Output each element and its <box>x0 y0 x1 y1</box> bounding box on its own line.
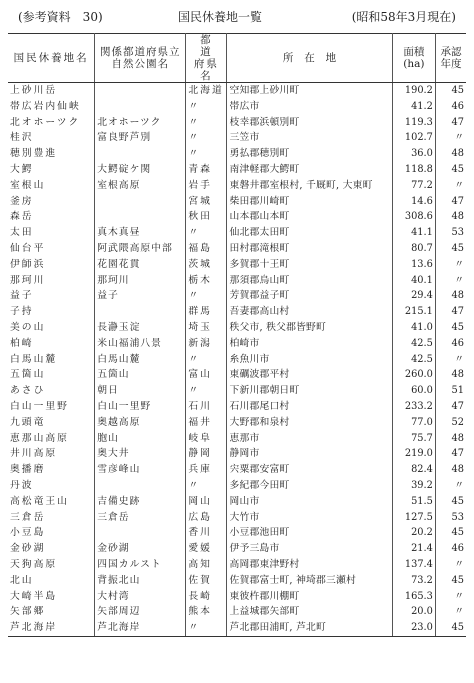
cell-park: 真木真昼 <box>95 225 186 241</box>
cell-name: 室根山 <box>8 178 95 194</box>
cell-pref: 〃 <box>186 383 227 399</box>
cell-park <box>95 194 186 210</box>
cell-name: 天狗高原 <box>8 557 95 573</box>
reference-label: (参考資料 30) <box>18 10 103 24</box>
cell-location: 東礪波郡平村 <box>227 367 392 383</box>
cell-area: 215.1 <box>392 304 435 320</box>
cell-park <box>95 209 186 225</box>
cell-location: 勇払郡穂別町 <box>227 146 392 162</box>
table-header-row <box>8 34 466 83</box>
cell-park: 背振北山 <box>95 573 186 589</box>
cell-name: 子持 <box>8 304 95 320</box>
cell-name: 大崎半島 <box>8 589 95 605</box>
cell-area: 80.7 <box>392 241 435 257</box>
table-row <box>8 415 466 431</box>
cell-year: 〃 <box>454 274 464 286</box>
cell-pref: 佐賀 <box>186 573 227 589</box>
cell-park <box>95 146 186 162</box>
cell-pref: 群馬 <box>186 304 227 320</box>
header-year-line2: 年度 <box>440 58 462 70</box>
cell-location: 大竹市 <box>227 510 392 526</box>
cell-name: 芦北海岸 <box>8 620 95 636</box>
cell-year: 47 <box>451 448 464 460</box>
header-pref-line2: 府県名 <box>193 58 219 82</box>
cell-area: 118.8 <box>392 162 435 178</box>
cell-name: 仙台平 <box>8 241 95 257</box>
cell-year: 〃 <box>454 132 464 144</box>
header-year-line1: 承認 <box>440 46 462 58</box>
cell-name: 美の山 <box>8 320 95 336</box>
cell-park <box>95 83 186 99</box>
cell-pref: 富山 <box>186 367 227 383</box>
table-row <box>8 146 466 162</box>
cell-location: 山本郡山本町 <box>227 209 392 225</box>
cell-area: 165.3 <box>392 589 435 605</box>
cell-year: 48 <box>451 464 464 476</box>
cell-year: 〃 <box>454 258 464 270</box>
header-location: 所 在 地 <box>227 34 392 83</box>
cell-location: 多紀郡今田町 <box>227 478 392 494</box>
table-row <box>8 130 466 146</box>
cell-name: 九頭竜 <box>8 415 95 431</box>
cell-park <box>95 478 186 494</box>
cell-name: 伊師浜 <box>8 257 95 273</box>
cell-park: 金砂湖 <box>95 541 186 557</box>
cell-location: 田村郡滝根町 <box>227 241 392 257</box>
table-row <box>8 383 466 399</box>
page-title: 国民休養地一覧 <box>178 10 263 24</box>
cell-name: 小豆島 <box>8 525 95 541</box>
cell-pref: 栃木 <box>186 273 227 289</box>
table-row <box>8 604 466 620</box>
cell-location: 宍粟郡安富町 <box>227 462 392 478</box>
cell-location: 岡山市 <box>227 494 392 510</box>
cell-pref: 福井 <box>186 415 227 431</box>
cell-pref: 宮城 <box>186 194 227 210</box>
cell-park: 室根高原 <box>95 178 186 194</box>
cell-park: 芦北海岸 <box>95 620 186 636</box>
cell-year: 48 <box>451 211 464 223</box>
table-row <box>8 257 466 273</box>
cell-name: 帯広岩内仙峡 <box>8 99 95 115</box>
cell-area: 73.2 <box>392 573 435 589</box>
cell-park: 吉備史跡 <box>95 494 186 510</box>
cell-name: 井川高原 <box>8 446 95 462</box>
cell-name: 穂別豊進 <box>8 146 95 162</box>
table-row <box>8 352 466 368</box>
cell-area: 82.4 <box>392 462 435 478</box>
cell-pref: 静岡 <box>186 446 227 462</box>
cell-pref: 香川 <box>186 525 227 541</box>
table-row <box>8 99 466 115</box>
cell-location: 伊予三島市 <box>227 541 392 557</box>
header-pref-line1: 都 道 <box>200 34 226 58</box>
cell-pref: 秋田 <box>186 209 227 225</box>
cell-location: 柏崎市 <box>227 336 392 352</box>
cell-area: 127.5 <box>392 510 435 526</box>
cell-pref: 〃 <box>186 352 227 368</box>
cell-park: 三倉岳 <box>95 510 186 526</box>
cell-area: 42.5 <box>392 352 435 368</box>
cell-name: 白馬山麓 <box>8 352 95 368</box>
cell-year: 45 <box>451 163 464 175</box>
cell-pref: 〃 <box>186 288 227 304</box>
cell-area: 21.4 <box>392 541 435 557</box>
cell-name: 北山 <box>8 573 95 589</box>
cell-name: 上砂川岳 <box>8 83 95 99</box>
cell-year: 〃 <box>454 558 464 570</box>
cell-area: 20.2 <box>392 525 435 541</box>
cell-year: 45 <box>451 495 464 507</box>
header-pref <box>186 34 227 83</box>
table-row <box>8 462 466 478</box>
cell-name: 白山一里野 <box>8 399 95 415</box>
cell-year: 48 <box>451 369 464 381</box>
header-park <box>95 34 186 83</box>
cell-location: 帯広市 <box>227 99 392 115</box>
cell-area: 23.0 <box>392 620 435 636</box>
table-row <box>8 431 466 447</box>
cell-pref: 〃 <box>186 620 227 636</box>
cell-location: 芳賀郡益子町 <box>227 288 392 304</box>
cell-pref: 愛媛 <box>186 541 227 557</box>
cell-park <box>95 304 186 320</box>
cell-year: 53 <box>451 227 464 239</box>
cell-park: 益子 <box>95 288 186 304</box>
cell-area: 29.4 <box>392 288 435 304</box>
cell-area: 13.6 <box>392 257 435 273</box>
date-note: (昭和58年3月現在) <box>351 10 456 24</box>
cell-name: 桂沢 <box>8 130 95 146</box>
table-row <box>8 209 466 225</box>
cell-park: 四国カルスト <box>95 557 186 573</box>
table-row <box>8 162 466 178</box>
cell-area: 75.7 <box>392 431 435 447</box>
cell-area: 60.0 <box>392 383 435 399</box>
cell-year: 〃 <box>454 590 464 602</box>
cell-area: 119.3 <box>392 115 435 131</box>
table-row <box>8 178 466 194</box>
cell-location: 吾妻郡高山村 <box>227 304 392 320</box>
cell-area: 42.5 <box>392 336 435 352</box>
cell-park: 長瀞玉淀 <box>95 320 186 336</box>
header-park-line1: 関係都道府県立 <box>100 46 181 58</box>
header-area <box>392 34 435 83</box>
cell-area: 77.0 <box>392 415 435 431</box>
cell-location: 東磐井郡室根村, 千厩町, 大東町 <box>227 178 392 194</box>
cell-location: 小豆郡池田町 <box>227 525 392 541</box>
cell-location: 芦北郡田浦町, 芦北町 <box>227 620 392 636</box>
cell-park: 朝日 <box>95 383 186 399</box>
cell-park: 五箇山 <box>95 367 186 383</box>
table-row <box>8 225 466 241</box>
cell-name: 奥播磨 <box>8 462 95 478</box>
table-row <box>8 589 466 605</box>
cell-name: 丹波 <box>8 478 95 494</box>
table-row <box>8 115 466 131</box>
cell-name: 恵那山高原 <box>8 431 95 447</box>
cell-area: 14.6 <box>392 194 435 210</box>
table-row <box>8 304 466 320</box>
cell-year: 45 <box>435 620 466 636</box>
cell-park: 白馬山麓 <box>95 352 186 368</box>
cell-name: 釜房 <box>8 194 95 210</box>
table-row <box>8 446 466 462</box>
cell-year: 48 <box>451 290 464 302</box>
cell-name: 柏崎 <box>8 336 95 352</box>
table-row <box>8 557 466 573</box>
cell-location: 那須郡烏山町 <box>227 273 392 289</box>
cell-year: 46 <box>451 100 464 112</box>
cell-pref: 〃 <box>186 130 227 146</box>
cell-area: 20.0 <box>392 604 435 620</box>
cell-pref: 岡山 <box>186 494 227 510</box>
cell-year: 48 <box>451 148 464 160</box>
cell-park: 花園花貫 <box>95 257 186 273</box>
cell-pref: 青森 <box>186 162 227 178</box>
cell-pref: 福島 <box>186 241 227 257</box>
cell-year: 47 <box>451 400 464 412</box>
cell-name: 那珂川 <box>8 273 95 289</box>
table-row <box>8 367 466 383</box>
cell-area: 39.2 <box>392 478 435 494</box>
cell-name: 森岳 <box>8 209 95 225</box>
cell-pref: 長崎 <box>186 589 227 605</box>
cell-year: 46 <box>451 543 464 555</box>
cell-park: 富良野芦別 <box>95 130 186 146</box>
cell-location: 空知郡上砂川町 <box>227 83 392 99</box>
cell-park: 阿武隈高原中部 <box>95 241 186 257</box>
cell-pref: 兵庫 <box>186 462 227 478</box>
cell-name: 金砂湖 <box>8 541 95 557</box>
cell-pref: 〃 <box>186 146 227 162</box>
table-row <box>8 525 466 541</box>
cell-location: 石川郡尾口村 <box>227 399 392 415</box>
table-row <box>8 241 466 257</box>
header-name: 国民休養地名 <box>8 34 95 83</box>
cell-year: 47 <box>451 195 464 207</box>
cell-area: 41.1 <box>392 225 435 241</box>
cell-name: 五箇山 <box>8 367 95 383</box>
table-row <box>8 510 466 526</box>
cell-year: 53 <box>451 511 464 523</box>
cell-year: 〃 <box>454 479 464 491</box>
document-title-bar <box>0 0 474 30</box>
cell-park: 北オホーツク <box>95 115 186 131</box>
cell-area: 36.0 <box>392 146 435 162</box>
cell-name: 益子 <box>8 288 95 304</box>
table-row <box>8 478 466 494</box>
cell-area: 137.4 <box>392 557 435 573</box>
cell-year: 45 <box>451 321 464 333</box>
cell-park: 雪彦峰山 <box>95 462 186 478</box>
header-area-line2: (ha) <box>403 58 425 70</box>
cell-area: 77.2 <box>392 178 435 194</box>
cell-year: 47 <box>451 116 464 128</box>
header-area-line1: 面積 <box>403 46 425 58</box>
cell-location: 南津軽郡大鰐町 <box>227 162 392 178</box>
cell-year: 〃 <box>454 606 464 618</box>
table-row <box>8 399 466 415</box>
cell-location: 佐賀郡富士町, 神埼郡三瀬村 <box>227 573 392 589</box>
cell-area: 102.7 <box>392 130 435 146</box>
cell-year: 45 <box>451 574 464 586</box>
cell-year: 48 <box>451 432 464 444</box>
cell-pref: 石川 <box>186 399 227 415</box>
cell-pref: 高知 <box>186 557 227 573</box>
cell-pref: 広島 <box>186 510 227 526</box>
cell-area: 260.0 <box>392 367 435 383</box>
cell-name: 三倉岳 <box>8 510 95 526</box>
table-row <box>8 336 466 352</box>
cell-park: 米山福浦八景 <box>95 336 186 352</box>
cell-park: 矢部周辺 <box>95 604 186 620</box>
table-row <box>8 288 466 304</box>
cell-area: 308.6 <box>392 209 435 225</box>
cell-location: 高岡郡東津野村 <box>227 557 392 573</box>
cell-year: 52 <box>451 416 464 428</box>
cell-park: 奥越高原 <box>95 415 186 431</box>
cell-pref: 〃 <box>186 478 227 494</box>
cell-year: 47 <box>451 306 464 318</box>
cell-name: 北オホーツク <box>8 115 95 131</box>
cell-area: 41.0 <box>392 320 435 336</box>
cell-pref: 茨城 <box>186 257 227 273</box>
table-row <box>8 273 466 289</box>
cell-location: 恵那市 <box>227 431 392 447</box>
cell-year: 〃 <box>454 353 464 365</box>
cell-location: 秩父市, 秩父郡皆野町 <box>227 320 392 336</box>
cell-year: 45 <box>451 85 464 96</box>
cell-park <box>95 525 186 541</box>
table-row <box>8 494 466 510</box>
cell-name: 高松竜王山 <box>8 494 95 510</box>
cell-park: 白山一里野 <box>95 399 186 415</box>
cell-area: 190.2 <box>392 83 435 99</box>
cell-location: 枝幸郡浜頓別町 <box>227 115 392 131</box>
cell-park <box>95 99 186 115</box>
table-row <box>8 320 466 336</box>
cell-year: 〃 <box>454 179 464 191</box>
cell-name: 大鰐 <box>8 162 95 178</box>
table-row <box>8 620 466 636</box>
cell-area: 51.5 <box>392 494 435 510</box>
cell-pref: 熊本 <box>186 604 227 620</box>
cell-name: 矢部郷 <box>8 604 95 620</box>
cell-park: 奥大井 <box>95 446 186 462</box>
cell-location: 糸魚川市 <box>227 352 392 368</box>
cell-location: 静岡市 <box>227 446 392 462</box>
cell-area: 219.0 <box>392 446 435 462</box>
cell-year: 46 <box>451 337 464 349</box>
cell-pref: 新潟 <box>186 336 227 352</box>
cell-pref: 岩手 <box>186 178 227 194</box>
cell-year: 45 <box>451 242 464 254</box>
cell-park: 大村湾 <box>95 589 186 605</box>
header-park-line2: 自然公園名 <box>111 58 170 70</box>
header-year <box>435 34 466 83</box>
table-row <box>8 573 466 589</box>
cell-pref: 岐阜 <box>186 431 227 447</box>
cell-location: 柴田郡川崎町 <box>227 194 392 210</box>
cell-area: 40.1 <box>392 273 435 289</box>
cell-pref: 〃 <box>186 225 227 241</box>
cell-park: 那珂川 <box>95 273 186 289</box>
cell-year: 51 <box>451 385 464 397</box>
cell-location: 上益城郡矢部町 <box>227 604 392 620</box>
cell-area: 233.2 <box>392 399 435 415</box>
cell-park: 大鰐碇ケ関 <box>95 162 186 178</box>
cell-year: 45 <box>451 527 464 539</box>
table-row <box>8 541 466 557</box>
cell-location: 東彼杵郡川棚町 <box>227 589 392 605</box>
cell-name: 太田 <box>8 225 95 241</box>
cell-location: 下新川郡朝日町 <box>227 383 392 399</box>
cell-area: 41.2 <box>392 99 435 115</box>
table-row <box>8 83 466 99</box>
national-recreation-area-table <box>8 33 466 637</box>
cell-location: 多賀郡十王町 <box>227 257 392 273</box>
cell-pref: 埼玉 <box>186 320 227 336</box>
cell-park: 胞山 <box>95 431 186 447</box>
table-row <box>8 194 466 210</box>
cell-pref: 北海道 <box>186 83 227 99</box>
cell-location: 三笠市 <box>227 130 392 146</box>
cell-name: あさひ <box>8 383 95 399</box>
cell-pref: 〃 <box>186 99 227 115</box>
cell-pref: 〃 <box>186 115 227 131</box>
cell-location: 仙北郡太田町 <box>227 225 392 241</box>
cell-location: 大野郡和泉村 <box>227 415 392 431</box>
